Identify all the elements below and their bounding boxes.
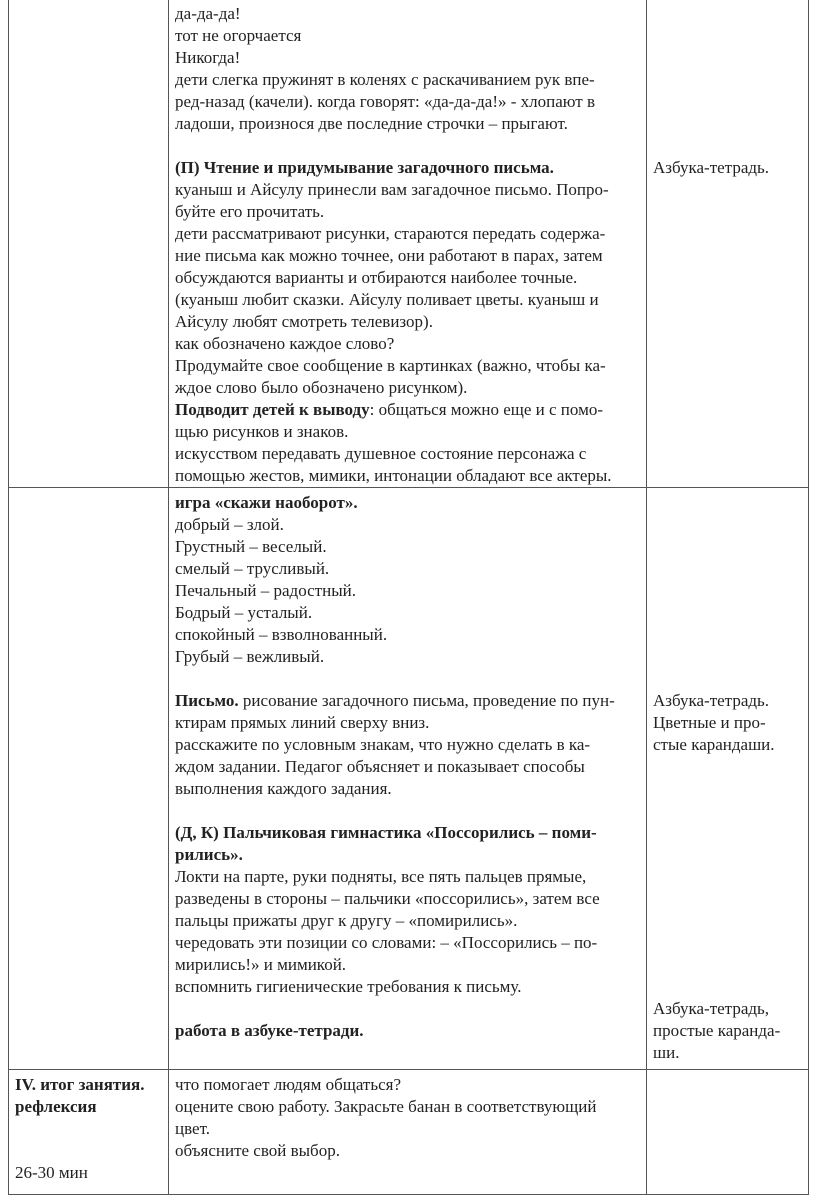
- text-line: ред-назад (качели). когда говорят: «да-да-да!» - хлопают в: [175, 92, 595, 111]
- resource-cell: [647, 1070, 809, 1195]
- section-heading: рились».: [175, 845, 243, 864]
- text-line: Печальный – радостный.: [175, 581, 356, 600]
- stage-title: IV. итог занятия.: [15, 1075, 145, 1094]
- text-line: разведены в стороны – пальчики «поссорились», затем все: [175, 889, 600, 908]
- resource-cell: [647, 488, 809, 1070]
- resource-text: простые каранда-: [653, 1021, 781, 1040]
- stage-title: рефлексия: [15, 1097, 97, 1116]
- text-line: цвет.: [175, 1119, 210, 1138]
- text-line: ктирам прямых линий сверху вниз.: [175, 713, 430, 732]
- text-line: тот не огорчается: [175, 26, 302, 45]
- text-line: буйте его прочитать.: [175, 202, 325, 221]
- conclusion-bold: Подводит детей к выводу: [175, 400, 370, 419]
- resource-text: стые карандаши.: [653, 735, 775, 754]
- text-line: щью рисунков и знаков.: [175, 422, 349, 441]
- resource-text: Азбука-тетрадь.: [653, 158, 770, 177]
- text-line: (куаныш любит сказки. Айсулу поливает цветы. куаныш и: [175, 290, 599, 309]
- text-line: Продумайте свое сообщение в картинках (важно, чтобы ка-: [175, 356, 606, 375]
- text-line: спокойный – взволнованный.: [175, 625, 388, 644]
- text-line: как обозначено каждое слово?: [175, 334, 395, 353]
- text-line: мирились!» и мимикой.: [175, 955, 347, 974]
- activity-cell: [169, 1070, 647, 1195]
- text-line: ладоши, произнося две последние строчки – прыгают.: [175, 114, 568, 133]
- stage-cell: [9, 1070, 169, 1195]
- resource-text: Цветные и про-: [653, 713, 766, 732]
- text-line: ждом задании. Педагог объясняет и показывает способы: [175, 757, 585, 776]
- text-line: оцените свою работу. Закрасьте банан в соответствующий: [175, 1097, 597, 1116]
- section-heading: (Д, К) Пальчиковая гимнастика «Поссорились – поми-: [175, 823, 597, 842]
- section-heading: (П) Чтение и придумывание загадочного письма.: [175, 158, 554, 177]
- resource-text: Азбука-тетрадь.: [653, 691, 770, 710]
- text-line: смелый – трусливый.: [175, 559, 330, 578]
- stage-cell: [9, 0, 169, 488]
- text-line: ждое слово было обозначено рисунком).: [175, 378, 468, 397]
- text-line: [175, 690, 640, 712]
- lesson-plan-table: [8, 0, 809, 1195]
- section-heading: игра «скажи наоборот».: [175, 493, 358, 512]
- text-line: объясните свой выбор.: [175, 1141, 340, 1160]
- table-row: [9, 0, 809, 488]
- text-line: искусством передавать душевное состояние персонажа с: [175, 444, 587, 463]
- resource-cell: [647, 0, 809, 488]
- stage-time: 26-30 мин: [15, 1163, 88, 1182]
- text-line: ние письма как можно точнее, они работают в парах, затем: [175, 246, 603, 265]
- writing-rest: рисование загадочного письма, проведение по пун-: [238, 691, 615, 710]
- text-line: что помогает людям общаться?: [175, 1075, 402, 1094]
- activity-cell: [169, 0, 647, 488]
- text-line: да-да-да!: [175, 4, 241, 23]
- text-line: Айсулу любят смотреть телевизор).: [175, 312, 433, 331]
- text-line: Локти на парте, руки подняты, все пять пальцев прямые,: [175, 867, 587, 886]
- text-line: вспомнить гигиенические требования к письму.: [175, 977, 522, 996]
- text-line: дети рассматривают рисунки, стараются передать содержа-: [175, 224, 606, 243]
- text-line: куаныш и Айсулу принесли вам загадочное письмо. Попро-: [175, 180, 609, 199]
- writing-bold: Письмо.: [175, 691, 239, 710]
- text-line: выполнения каждого задания.: [175, 779, 392, 798]
- text-line: Грустный – веселый.: [175, 537, 327, 556]
- text-line: добрый – злой.: [175, 515, 284, 534]
- activity-cell: [169, 488, 647, 1070]
- table-row: [9, 1070, 809, 1195]
- resource-text: ши.: [653, 1043, 680, 1062]
- text-line: Грубый – вежливый.: [175, 647, 325, 666]
- text-line: расскажите по условным знакам, что нужно сделать в ка-: [175, 735, 591, 754]
- table-row: [9, 488, 809, 1070]
- text-line: [175, 399, 640, 421]
- conclusion-rest: : общаться можно еще и с помо-: [369, 400, 603, 419]
- text-line: помощью жестов, мимики, интонации обладают все актеры.: [175, 466, 612, 485]
- text-line: Бодрый – усталый.: [175, 603, 313, 622]
- text-line: Никогда!: [175, 48, 241, 67]
- stage-cell: [9, 488, 169, 1070]
- resource-text: Азбука-тетрадь,: [653, 999, 770, 1018]
- section-heading: работа в азбуке-тетради.: [175, 1021, 364, 1040]
- text-line: обсуждаются варианты и отбираются наиболее точные.: [175, 268, 578, 287]
- text-line: дети слегка пружинят в коленях с раскачиванием рук впе-: [175, 70, 595, 89]
- text-line: чередовать эти позиции со словами: – «Поссорились – по-: [175, 933, 598, 952]
- text-line: пальцы прижаты друг к другу – «помирились».: [175, 911, 518, 930]
